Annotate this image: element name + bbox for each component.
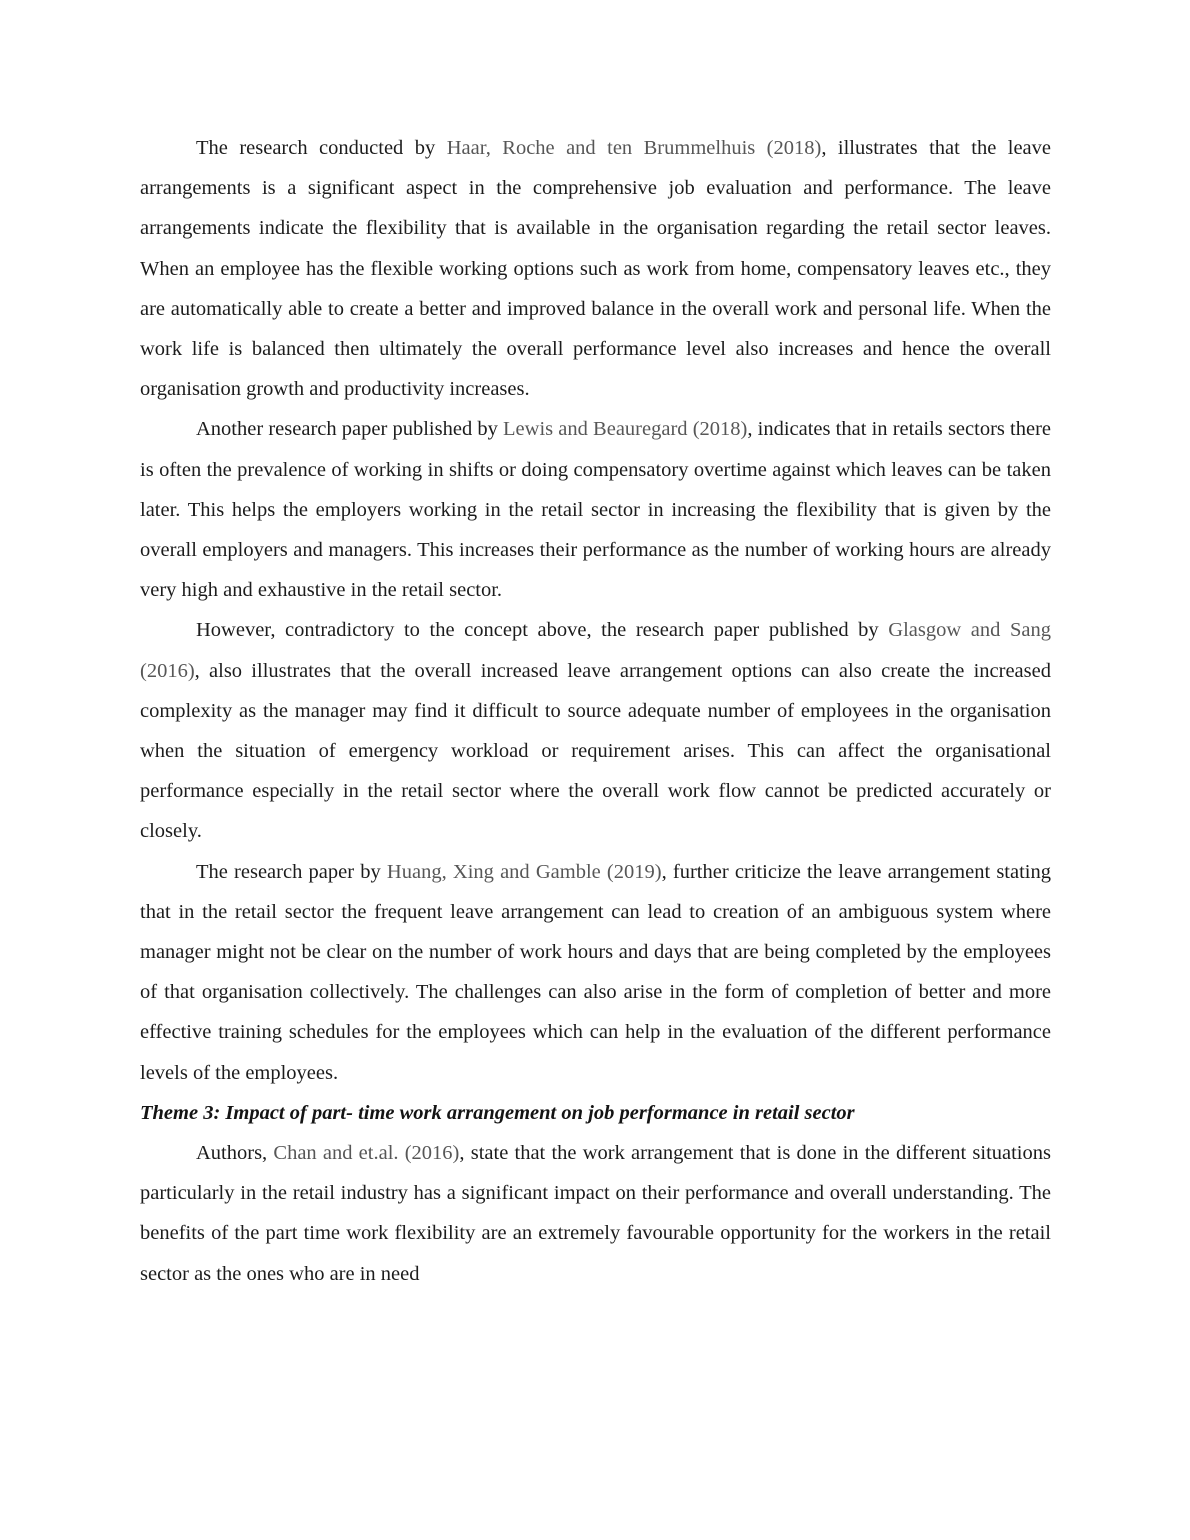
paragraph-2-text-post: , indicates that in retails sectors there is often the prevalence of working in shifts or doing compensatory overtime against which leaves can be taken later. This helps the employers working in the retail sector in increasing the flexibility that is given by the overall employers and managers. This increases their performance as the number of working hours are already very high and exhaustive in the retail sector. (140, 418, 1052, 602)
citation-glasgow-sang: Glasgow and Sang (2016) (140, 619, 1051, 682)
paragraph-3-text-post: , also illustrates that the overall increased leave arrangement options can also create the increased complexity as the manager may find it difficult to source adequate number of employees in the organisation when the situation of emergency workload or requirement arises. This can affect the organisational performance especially in the retail sector where the overall work flow cannot be predicted accurately or closely. (140, 659, 1051, 843)
paragraph-1-text-post: , illustrates that the leave arrangements is a significant aspect in the comprehensive job evaluation and performance. The leave arrangements indicate the flexibility that is available in the organisation regarding the retail sector leaves. When an employee has the flexible working options such as work from home, compensatory leaves etc., they are automatically able to create a better and improved balance in the overall work and personal life. When the work life is balanced then ultimately the overall performance level also increases and hence the overall organisation growth and productivity increases. (140, 137, 1051, 401)
paragraph-3 (140, 610, 1051, 851)
paragraph-2-text-pre: Another research paper published by (196, 418, 504, 441)
section-heading-theme-3: Theme 3: Impact of part- time work arrangement on job performance in retail sector (140, 1101, 855, 1124)
citation-chan-etal: Chan and et.al. (2016) (273, 1142, 460, 1165)
paragraph-3-text-pre: However, contradictory to the concept above, the research paper published by (196, 619, 889, 642)
citation-huang-xing-gamble: Huang, Xing and Gamble (2019) (386, 860, 662, 883)
paragraph-5 (140, 1133, 1051, 1294)
paragraph-1 (140, 128, 1051, 409)
citation-haar-roche-brummelhuis: Haar, Roche and ten Brummelhuis (2018) (446, 137, 822, 159)
paragraph-1-text-pre: The research conducted by (196, 137, 447, 159)
paragraph-5-text-pre: Authors, (196, 1142, 274, 1165)
citation-lewis-beauregard: Lewis and Beauregard (2018) (503, 418, 748, 441)
paragraph-4 (140, 852, 1051, 1093)
paragraph-4-text-pre: The research paper by (196, 860, 387, 883)
paragraph-2 (140, 409, 1051, 610)
paragraph-5-text-post: , state that the work arrangement that is done in the different situations particularly in the retail industry has a significant impact on their performance and overall understanding. The benefits of the part time work flexibility are an extremely favourable opportunity for the workers in the retail sector as the ones who are in need (140, 1142, 1051, 1285)
paragraph-4-text-post: , further criticize the leave arrangement stating that in the retail sector the frequent leave arrangement can lead to creation of an ambiguous system where manager might not be clear on the number of work hours and days that are being completed by the employees of that organisation collectively. The challenges can also arise in the form of completion of better and more effective training schedules for the employees which can help in the evaluation of the different performance levels of the employees. (140, 860, 1051, 1084)
document-content (140, 128, 1051, 1294)
